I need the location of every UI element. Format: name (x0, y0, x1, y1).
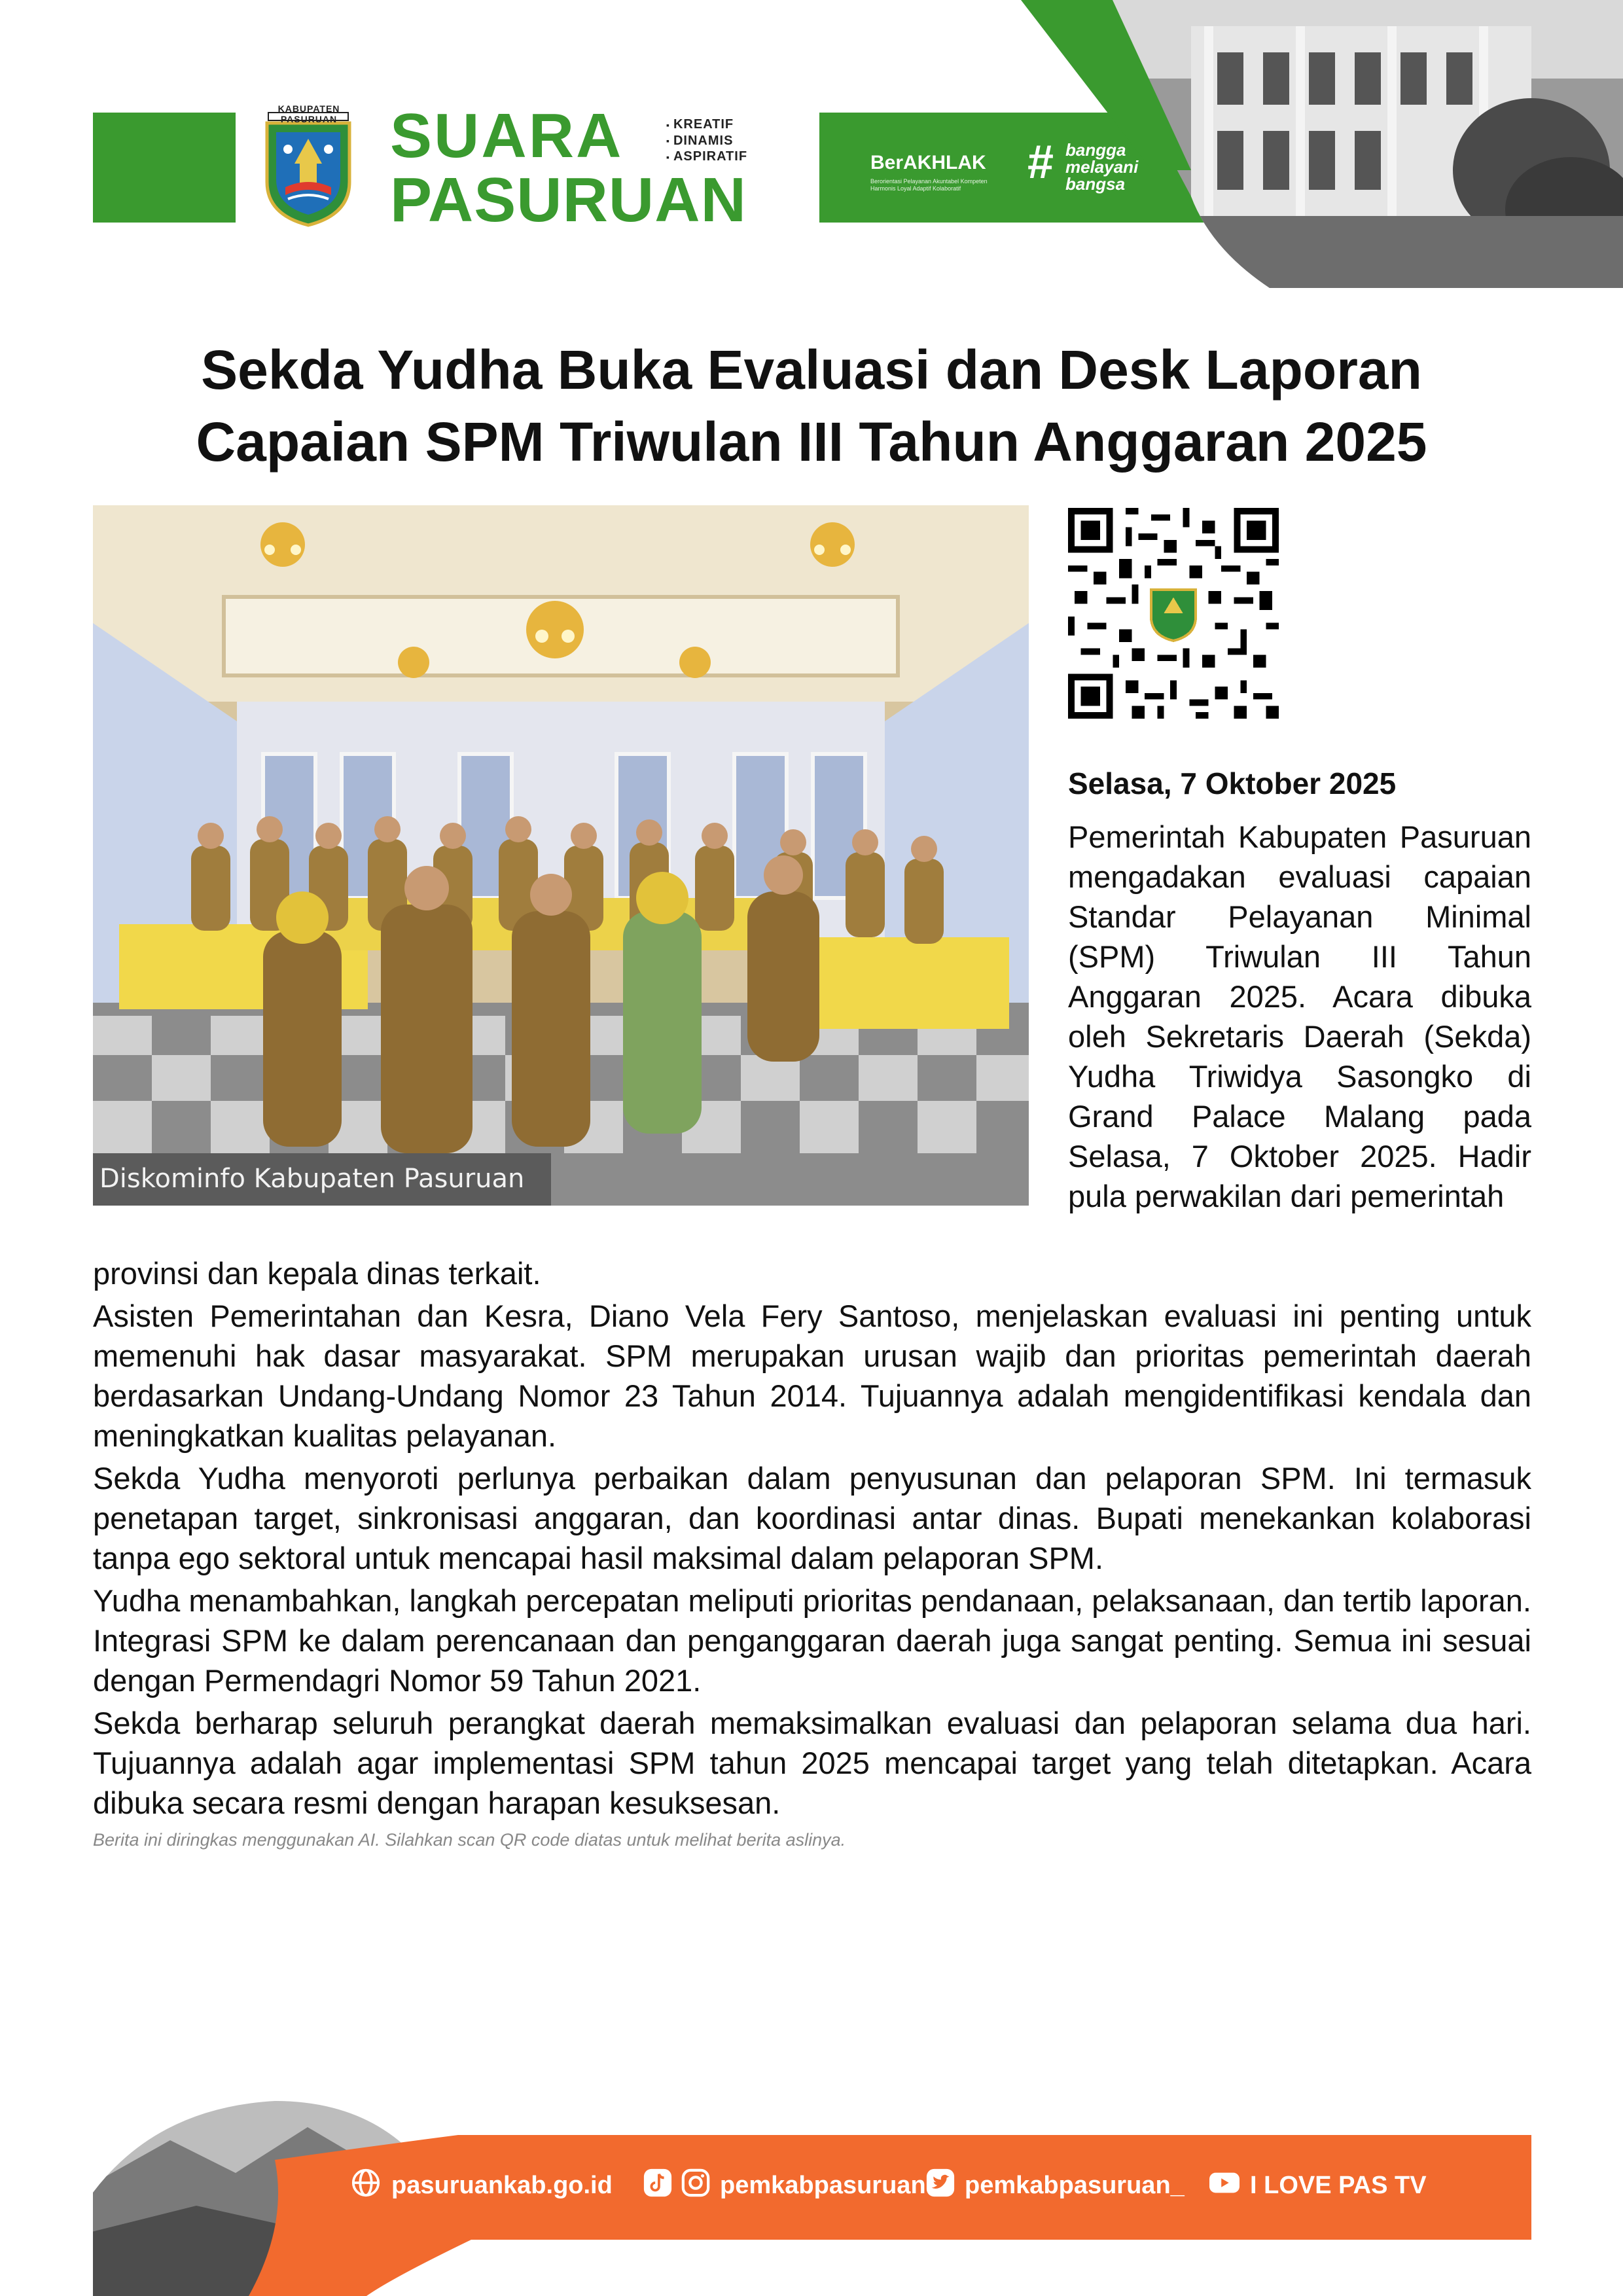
footer-youtube-link[interactable]: I LOVE PAS TV (1250, 2172, 1427, 2199)
footer-instagram-tiktok-link[interactable]: pemkabpasuruan (720, 2172, 926, 2199)
hashtag-symbol: # (1027, 136, 1054, 188)
article-title (93, 334, 1530, 478)
lead-paragraph: Pemerintah Kabupaten Pasuruan mengadakan evaluasi capaian Standar Pelayanan Minimal (SPM) Triwulan III Tahun Anggaran 2025. Acara dibuka oleh Sekretaris Daerah (Sekda) Yudha Triwidya Sasongko di Grand Palace Malang pada Selasa, 7 Oktober 2025. Hadir pula perwakilan dari pemerintah (1068, 819, 1531, 1213)
article-date: Selasa, 7 Oktober 2025 (1068, 766, 1397, 800)
instagram-icon (681, 2168, 711, 2198)
youtube-icon (1208, 2168, 1241, 2198)
berakhlak-subtitle: Berorientasi Pelayanan Akuntabel Kompeten Harmonis Loyal Adaptif Kolaboratif (870, 178, 988, 192)
twitter-icon (925, 2168, 955, 2198)
lead-paragraph-continuation: provinsi dan kepala dinas terkait. (93, 1256, 541, 1291)
footer-twitter-link[interactable]: pemkabpasuruan_ (965, 2172, 1185, 2199)
ai-disclaimer: Berita ini diringkas menggunakan AI. Silahkan scan QR code diatas untuk melihat berita aslinya. (93, 1830, 846, 1850)
brand-tagline (666, 117, 747, 165)
berakhlak-logo: BerAKHLAK (870, 152, 986, 173)
bangga-line: bangga (1065, 140, 1126, 160)
photo-credit: Diskominfo Kabupaten Pasuruan (99, 1164, 525, 1194)
bangga-line: bangsa (1065, 174, 1126, 194)
body-paragraph: Sekda berharap seluruh perangkat daerah memaksimalkan evaluasi dan pelaporan selama dua hari. Tujuannya adalah agar implementasi SPM tahun 2025 mencapai target yang telah ditetapkan. Acara dibuka secara resmi dengan harapan kesuksesan. (93, 1706, 1531, 1820)
header-left-bar (93, 113, 236, 223)
brand-line-1: SUARA (390, 101, 624, 171)
body-paragraph: Sekda Yudha menyoroti perlunya perbaikan dalam penyusunan dan pelaporan SPM. Ini termasuk penetapan target, sinkronisasi anggaran, dan koordinasi antar dinas. Bupati menekankan kolaborasi tanpa ego sektoral untuk mencapai hasil maksimal dalam pelaporan SPM. (93, 1461, 1531, 1575)
article-title-line-2: Capaian SPM Triwulan III Tahun Anggaran 2025 (196, 411, 1427, 473)
footer-website-link[interactable]: pasuruankab.go.id (391, 2172, 613, 2199)
qr-code[interactable] (1068, 508, 1279, 719)
tiktok-icon (643, 2168, 673, 2198)
tagline-item: ▪ DINAMIS (666, 133, 747, 149)
article-title-line-1: Sekda Yudha Buka Evaluasi dan Desk Laporan (201, 339, 1422, 401)
body-paragraph: Yudha menambahkan, langkah percepatan meliputi prioritas pendanaan, pelaksanaan, dan tertib laporan. Integrasi SPM ke dalam perencanaan dan penganggaran daerah juga sangat penting. Semua ini sesuai dengan Permendagri Nomor 59 Tahun 2021. (93, 1583, 1531, 1698)
bangga-line: melayani (1065, 157, 1139, 177)
globe-icon (351, 2168, 381, 2198)
article-body (93, 1253, 1531, 1825)
brand-line-2: PASURUAN (390, 165, 747, 235)
event-group-photo (93, 505, 1029, 1206)
crest-caption: KABUPATEN PASURUAN (277, 103, 340, 124)
tagline-item: ▪ KREATIF (666, 117, 747, 133)
tagline-item: ▪ ASPIRATIF (666, 149, 747, 165)
body-paragraph: Asisten Pemerintahan dan Kesra, Diano Vela Fery Santoso, menjelaskan evaluasi ini penting untuk memenuhi hak dasar masyarakat. SPM merupakan urusan wajib dan prioritas pemerintah daerah berdasarkan Undang-Undang Nomor 23 Tahun 2014. Tujuannya adalah mengidentifikasi kendala dan meningkatkan kualitas pelayanan. (93, 1299, 1531, 1453)
